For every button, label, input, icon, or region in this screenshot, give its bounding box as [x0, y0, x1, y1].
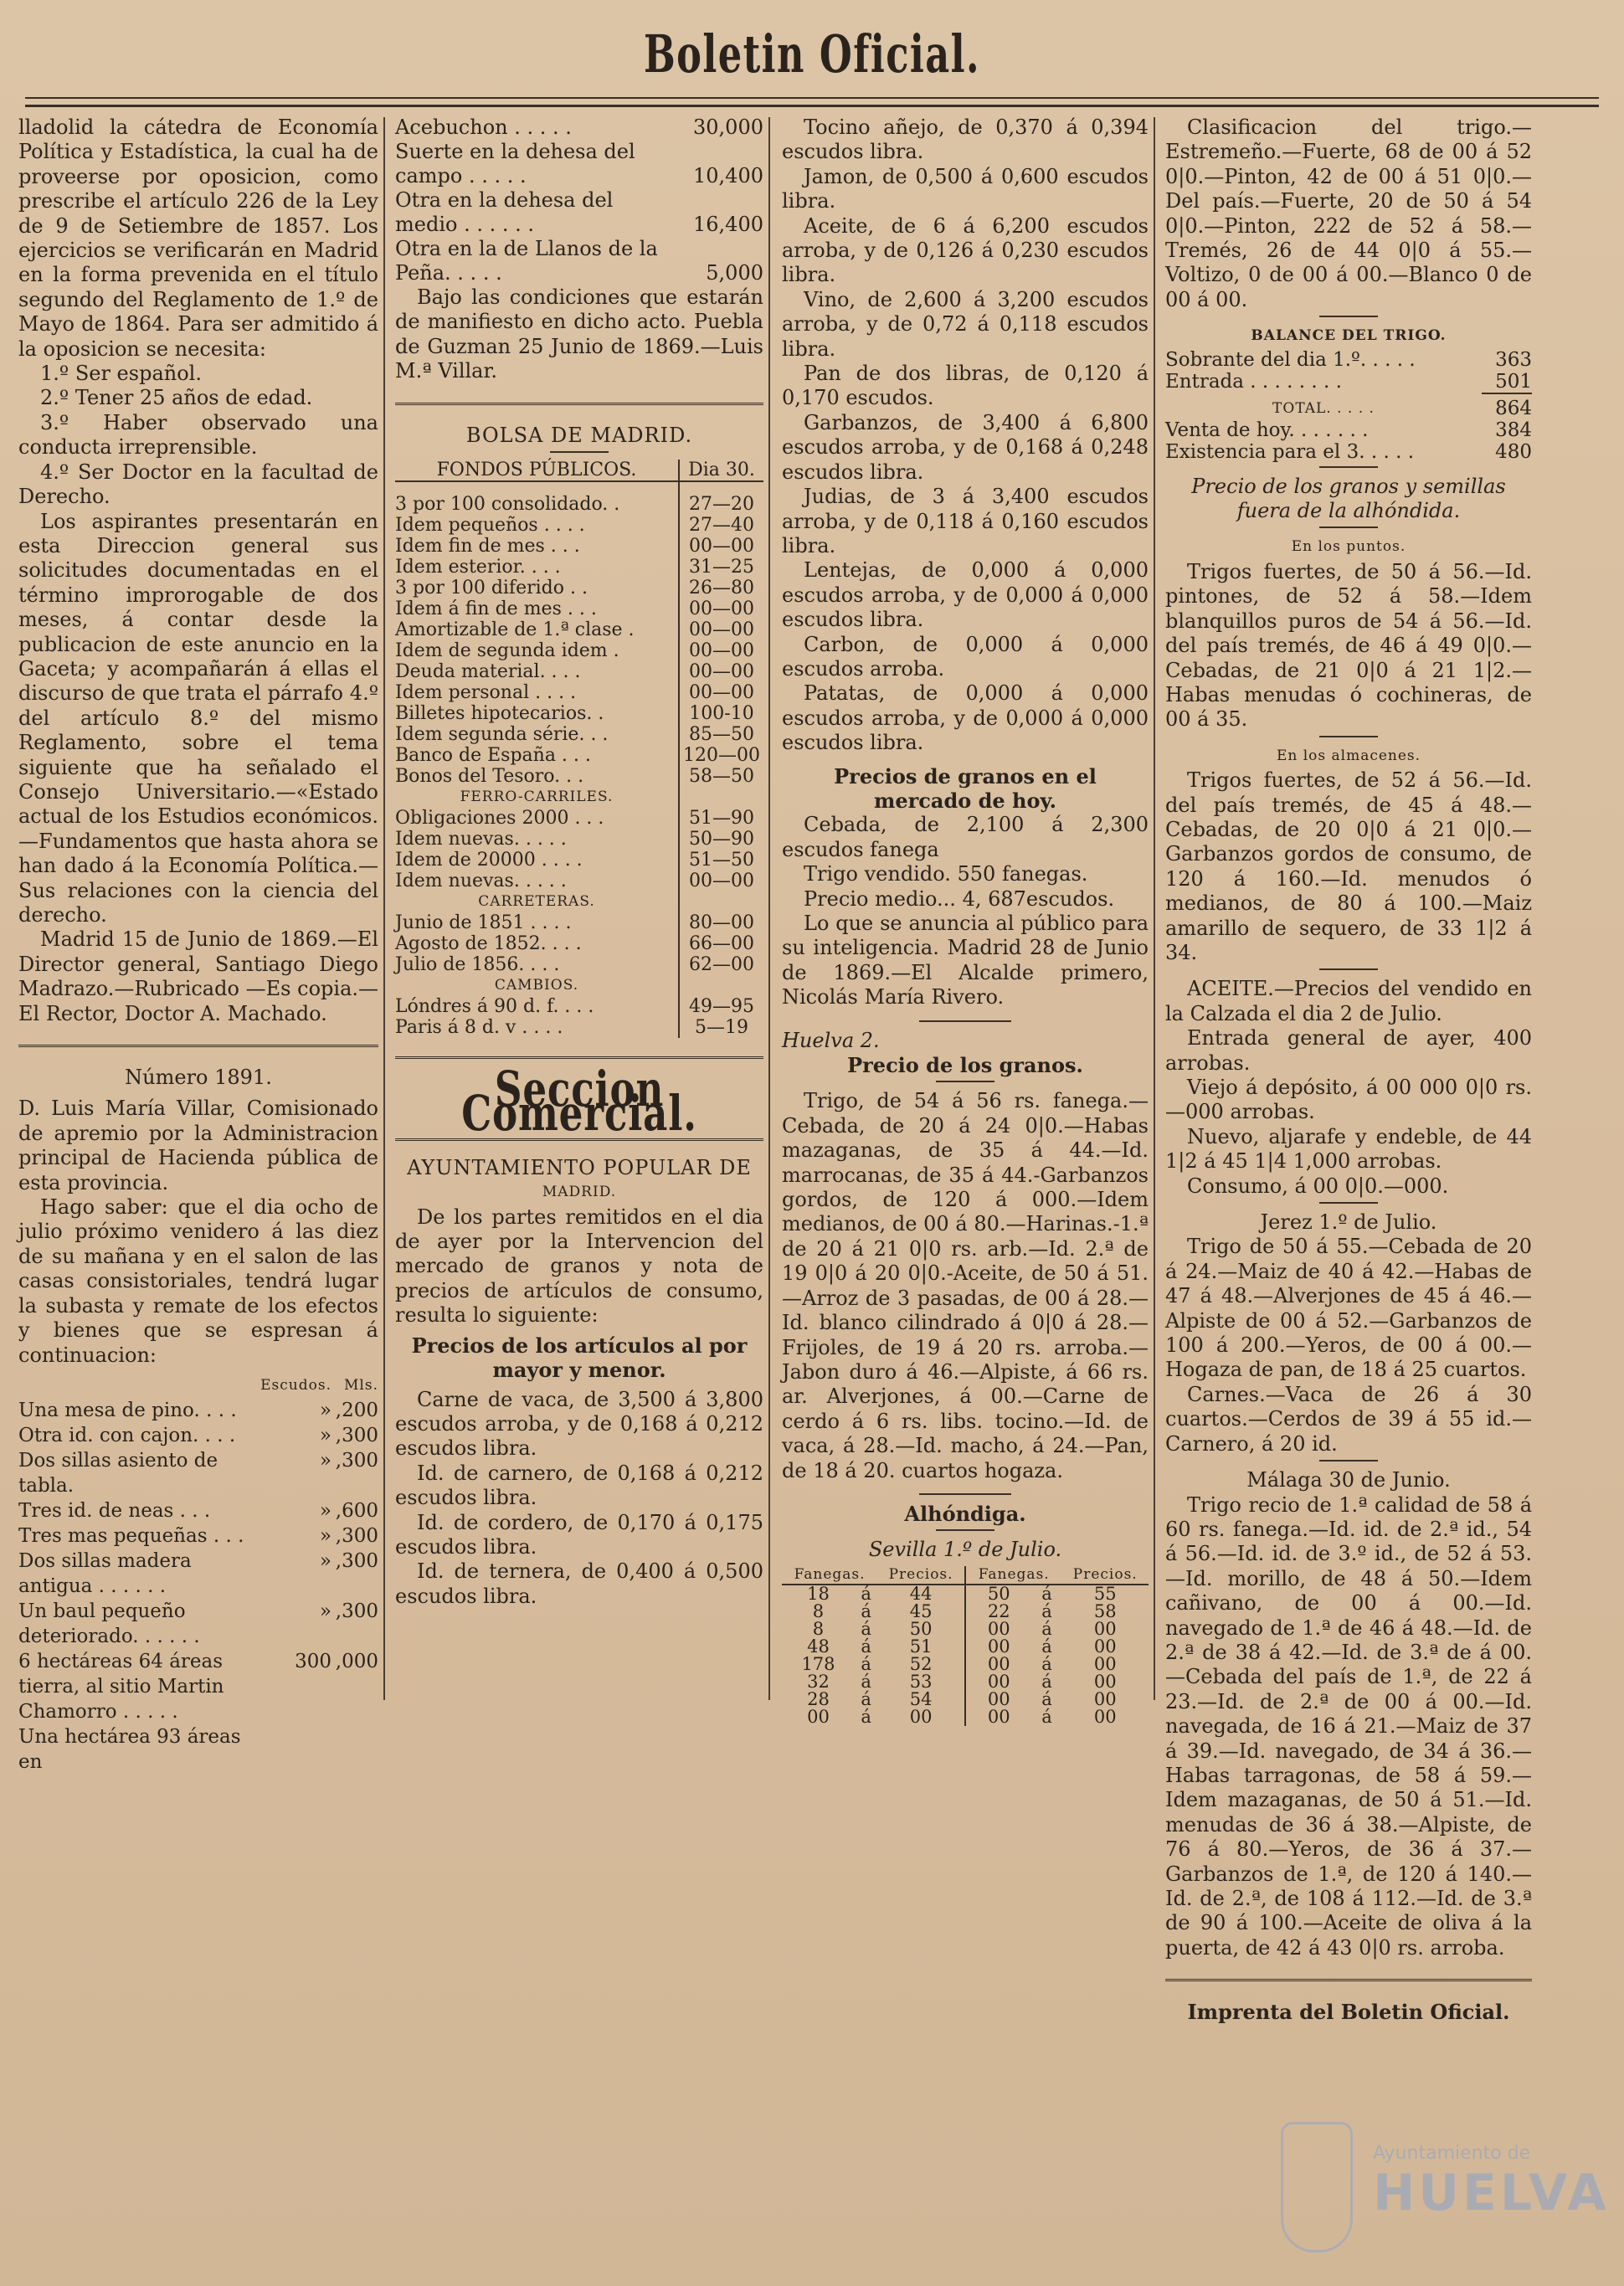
bolsa-value: 00—00 — [679, 661, 763, 682]
notice-number: Número 1891. — [125, 1066, 272, 1090]
paragraph: Consumo, á 00 0|0.—000. — [1187, 1174, 1449, 1198]
property-table — [395, 116, 763, 285]
bolsa-row — [395, 703, 763, 724]
short-rule — [1319, 1460, 1378, 1461]
balance-label: Entrada . . . . . . . . — [1165, 370, 1342, 393]
bolsa-table — [395, 460, 763, 1038]
alhondiga-cell: á — [1041, 1653, 1052, 1674]
carreteras-header: CARRETERAS. — [478, 893, 595, 911]
bolsa-label: Obligaciones 2000 . . . — [395, 808, 604, 830]
paragraph: Trigo recio de 1.ª calidad de 58 á 60 rs. fanega.—Id. id. de 2.ª id., 54 á 56.—Id. id. de 3.º id., de 52 á 53.—Id. morillo, de 48 á 50.—Idem cañivano, de 00 á 00.—Id. navegado de 1.ª de 46 á 48.—Id. de 2.ª de 38 á 42.—Id. de 3.ª de á 00.—Cebada del país de 1.ª, de 22 á 23.—Id. de 2.ª de 00 á 00.—Id. navegada, de 16 á 21.—Maiz de 37 á 39.—Id. navegado, de 34 á 36.—Habas tarragonas, de 58 á 59.—Idem mazaganas, de 50 á 51.—Id. menudas de 36 á 38.—Alpiste, de 76 á 80.—Yeros, de 36 á 37.—Garbanzos de 1.ª, de 120 á 140.—Id. de 2.ª, de 108 á 112.—Id. de 3.ª de 90 á 100.—Aceite de oliva á la puerta, de 42 á 43 0|0 rs. arroba. — [1165, 1492, 1532, 1960]
item-name: Una mesa de pino. . . . — [18, 1399, 237, 1421]
alhondiga-row — [782, 1691, 1149, 1708]
property-row — [395, 237, 763, 285]
bolsa-value: 66—00 — [679, 933, 763, 954]
bolsa-row — [395, 766, 763, 787]
alhondiga-cell: 00 — [1093, 1618, 1117, 1639]
alhondiga-cell: 28 — [807, 1688, 830, 1709]
price-item: Id. de cordero, de 0,170 á 0,175 escudos libra. — [395, 1510, 763, 1559]
masthead: Boletin Oficial. — [643, 23, 981, 85]
price-item: Jamon, de 0,500 á 0,600 escudos libra. — [782, 164, 1149, 213]
alhondiga-cell: 00 — [965, 1708, 1032, 1726]
bolsa-row — [395, 724, 763, 745]
column-1 — [18, 116, 378, 1775]
price-item: Lentejas, de 0,000 á 0,000 escudos arroba, y de 0,000 á 0,000 escudos libra. — [782, 558, 1149, 632]
alhondiga-row — [782, 1638, 1149, 1656]
bolsa-label: Idem segunda série. . . — [395, 724, 609, 746]
short-rule — [1319, 527, 1378, 528]
bolsa-value: 49—95 — [679, 996, 763, 1017]
item-escudos: » — [319, 1549, 331, 1572]
bolsa-label: 3 por 100 consolidado. . — [395, 494, 620, 516]
dia-header: Dia 30. — [679, 460, 763, 481]
bolsa-value: 00—00 — [679, 682, 763, 703]
bolsa-row — [395, 661, 763, 682]
alhondiga-cell: 22 — [965, 1603, 1032, 1621]
alhondiga-title: Alhóndiga. — [904, 1501, 1026, 1526]
alhondiga-cell: 00 — [807, 1706, 830, 1727]
bolsa-label: Idem nuevas. . . . . — [395, 829, 567, 850]
bolsa-row — [395, 557, 763, 578]
alhondiga-row — [782, 1585, 1149, 1603]
bolsa-label: Deuda material. . . . — [395, 661, 581, 683]
bolsa-label: Billetes hipotecarios. . — [395, 703, 604, 725]
item-name: Tres id. de neas . . . — [18, 1499, 211, 1522]
property-value: 16,400 — [693, 213, 763, 236]
bolsa-value: 27—40 — [679, 515, 763, 536]
ferro-header: FERRO-CARRILES. — [460, 789, 614, 806]
column-divider — [383, 117, 385, 1700]
alhondiga-cell: á — [861, 1653, 871, 1674]
property-value: 30,000 — [693, 116, 763, 139]
alhondiga-cell: 178 — [801, 1653, 835, 1674]
auction-row — [18, 1448, 378, 1498]
alhondiga-cell: 55 — [1093, 1583, 1117, 1604]
bolsa-label: Idem fin de mes . . . — [395, 536, 580, 557]
bolsa-value: 50—90 — [679, 829, 763, 850]
bolsa-row — [395, 912, 763, 933]
paragraph: lladolid la cátedra de Economía Política y Estadística, la cual ha de proveerse por oposicion, como prescribe el artículo 226 de la Ley de 9 de Setiembre de 1857. Los ejercicios se verificarán en Madrid en la forma prevenida en el título segundo del Reglamento de 1.º de Mayo de 1864. Para ser admitido á la oposicion se necesita: — [18, 116, 378, 361]
paragraph: ACEITE.—Precios del vendido en la Calzada el dia 2 de Julio. — [1165, 977, 1532, 1025]
property-name: Otra en la de Llanos de la Peña. . . . . — [395, 237, 658, 285]
alhondiga-cell: 48 — [807, 1636, 830, 1657]
paragraph: De los partes remitidos en el dia de ayer por la Intervencion del mercado de granos y nota de precios de artículos de consumo, resulta lo siguiente: — [395, 1205, 763, 1328]
alhondiga-cell: 00 — [1093, 1653, 1117, 1674]
bolsa-row — [395, 619, 763, 640]
price-item: Id. de carnero, de 0,168 á 0,212 escudos libra. — [395, 1461, 763, 1510]
alhondiga-row — [782, 1656, 1149, 1673]
paragraph: Clasificacion del trigo.—Estremeño.—Fuerte, 68 de 00 á 52 0|0.—Pinton, 42 de 00 á 51 0|0.—Del país.—Fuerte, 20 de 50 á 54 0|0.—Pinton, 222 de 52 á 58.—Tremés, 26 de 44 0|0 á 55.—Voltizo, 0 de 00 á 00.—Blanco 0 de 00 á 00. — [1165, 116, 1532, 311]
bolsa-row — [395, 640, 763, 661]
property-row — [395, 188, 763, 237]
header-mls: Mls. — [344, 1376, 378, 1394]
alhondiga-cell: 00 — [1093, 1671, 1117, 1692]
bolsa-value: 80—00 — [679, 912, 763, 933]
alhondiga-row — [782, 1673, 1149, 1691]
alhondiga-cell: á — [1041, 1636, 1052, 1657]
section-rule — [395, 403, 763, 405]
price-item: Garbanzos, de 3,400 á 6,800 escudos arroba, y de 0,168 á 0,248 escudos libra. — [782, 410, 1149, 484]
item-escudos: » — [319, 1449, 331, 1472]
paragraph: Los aspirantes presentarán en esta Direccion general sus solicitudes documentadas en el término improrogable de dos meses, á contar desde la publicacion de este anuncio en la Gaceta; y acompañarán á ellas el discurso de que trata el párrafo 4.º del artículo 8.º del mismo Reglamento, sobre el tema siguiente que ha señalado el Consejo Universitario.—«Estado actual de los Estudios económicos.—Fundamentos que hasta ahora se han dado á la Economía Política.—Sus relaciones con la ciencia del derecho. — [18, 509, 378, 927]
alhondiga-cell: 44 — [909, 1583, 933, 1604]
bolsa-value: 120—00 — [679, 745, 763, 766]
property-value: 5,000 — [706, 261, 763, 285]
bolsa-label: 3 por 100 diferido . . — [395, 578, 588, 599]
bolsa-label: Idem de segunda idem . — [395, 640, 619, 662]
price-item: Vino, de 2,600 á 3,200 escudos arroba, y de 0,72 á 0,118 escudos libra. — [782, 287, 1149, 361]
short-rule — [1319, 316, 1378, 317]
bolsa-label: Idem personal . . . . — [395, 682, 577, 704]
bolsa-row — [395, 494, 763, 515]
item-escudos: » — [319, 1499, 331, 1522]
alhondiga-cell: 18 — [807, 1583, 830, 1604]
item-mls — [331, 1724, 378, 1775]
price-item: Cebada, de 2,100 á 2,300 escudos fanega — [782, 813, 1149, 861]
bolsa-row — [395, 598, 763, 619]
price-item: Carne de vaca, de 3,500 á 3,800 escudos arroba, y de 0,168 á 0,212 escudos libra. — [395, 1387, 763, 1461]
short-rule — [1319, 466, 1378, 468]
alhondiga-cell: 00 — [1093, 1688, 1117, 1709]
paragraph: Entrada general de ayer, 400 arrobas. — [1165, 1026, 1532, 1075]
bolsa-value: 51—90 — [679, 808, 763, 829]
property-row — [395, 116, 763, 140]
bolsa-row — [395, 578, 763, 598]
auction-row — [18, 1398, 378, 1423]
bolsa-value: 5—19 — [679, 1017, 763, 1038]
item-escudos: » — [319, 1600, 331, 1622]
item-mls: ,300 — [335, 1424, 378, 1446]
paragraph: Carnes.—Vaca de 26 á 30 cuartos.—Cerdos de 39 á 55 id.—Carnero, á 20 id. — [1165, 1382, 1532, 1456]
price-item: Pan de dos libras, de 0,120 á 0,170 escudos. — [782, 362, 1149, 410]
alhondiga-cell: á — [1041, 1600, 1052, 1621]
paragraph: Trigos fuertes, de 50 á 56.—Id. pintones, de 52 á 58.—Idem blanquillos puros de 54 á 56.—Id. del país tremés, de 46 á 49 0|0.—Cebadas, de 21 0|0 á 21 1|2.—Habas menudas ó cochineras, de 00 á 35. — [1165, 559, 1532, 732]
alhondiga-cell: 00 — [965, 1638, 1032, 1656]
column-4 — [1165, 116, 1532, 2025]
price-item: Id. de ternera, de 0,400 á 0,500 escudos libra. — [395, 1559, 763, 1608]
paragraph: Lo que se anuncia al público para su inteligencia. Madrid 28 de Junio de 1869.—El Alcalde primero, Nicolás María Rivero. — [782, 912, 1149, 1009]
alhondiga-cell: 58 — [1093, 1600, 1117, 1621]
paragraph: Bajo las condiciones que estarán de manifiesto en dicho acto. Puebla de Guzman 25 Junio de 1869.—Luis M.ª Villar. — [395, 285, 763, 383]
bolsa-label: Junio de 1851 . . . . — [395, 912, 572, 934]
alhondiga-cell: á — [861, 1636, 871, 1657]
balance-row — [1165, 349, 1532, 371]
alhondiga-cell: á — [1041, 1706, 1052, 1727]
property-row — [395, 140, 763, 188]
jerez-dateline: Jerez 1.º de Julio. — [1260, 1210, 1437, 1235]
alhondiga-cell: á — [1041, 1618, 1052, 1639]
item-mls: ,300 — [335, 1549, 378, 1572]
th-fanegas: Fanegas. — [965, 1566, 1062, 1585]
bolsa-label: Idem pequeños . . . . — [395, 515, 585, 537]
bolsa-row — [395, 808, 763, 829]
bolsa-row — [395, 933, 763, 954]
item-name: Otra id. con cajon. . . . — [18, 1424, 236, 1446]
short-rule — [919, 1493, 1011, 1495]
bolsa-label: Idem á fin de mes . . . — [395, 598, 597, 620]
bolsa-value: 62—00 — [679, 954, 763, 975]
bolsa-row — [395, 829, 763, 850]
short-rule — [1319, 968, 1378, 970]
alhondiga-cell: 00 — [965, 1673, 1032, 1691]
alhondiga-cell: 45 — [909, 1600, 933, 1621]
item-mls: ,300 — [335, 1600, 378, 1622]
item-escudos: 300 — [295, 1650, 331, 1672]
paragraph: Trigo de 50 á 55.—Cebada de 20 á 24.—Maiz de 40 á 42.—Habas de 47 á 48.—Alverjones de 45 á 46.—Alpiste de 00 á 52.—Garbanzos de 100 á 200.—Yeros, de 00 á 00.—Hogaza de pan, de 18 á 25 cuartos. — [1165, 1235, 1532, 1382]
paragraph: Trigos fuertes, de 52 á 56.—Id. del país tremés, de 45 á 48.—Cebadas, de 20 0|0 á 21 0|0.—Garbanzos gordos de consumo, de 120 á 160.—Id. menudos ó medianos, de 80 á 100.—Maiz amarillo de sequero, de 33 1|2 á 34. — [1165, 768, 1532, 964]
auction-row — [18, 1498, 378, 1523]
auction-row — [18, 1549, 378, 1599]
alhondiga-cell: 32 — [807, 1671, 830, 1692]
item-mls: ,300 — [335, 1524, 378, 1547]
alhondiga-cell: 50 — [909, 1618, 933, 1639]
column-divider — [768, 117, 770, 1700]
bolsa-label: Idem esterior. . . . — [395, 557, 561, 578]
bolsa-value: 00—00 — [679, 871, 763, 891]
alhondiga-cell: 52 — [909, 1653, 933, 1674]
auction-row — [18, 1724, 378, 1775]
alhondiga-cell: 51 — [909, 1636, 933, 1657]
item-name: Dos sillas asiento de tabla. — [18, 1449, 218, 1497]
total-label: TOTAL. . . . . — [1272, 399, 1375, 417]
th-fanegas: Fanegas. — [794, 1565, 866, 1583]
item-escudos: » — [319, 1524, 331, 1547]
short-rule — [1319, 1202, 1378, 1204]
short-rule — [919, 1020, 1011, 1022]
section-rule — [395, 1056, 763, 1059]
alhondiga-cell: 00 — [1093, 1636, 1117, 1657]
alhondiga-row — [782, 1603, 1149, 1621]
subheading: En los almacenes. — [1276, 747, 1421, 764]
bolsa-row — [395, 1017, 763, 1038]
bolsa-label: Agosto de 1852. . . . — [395, 933, 582, 955]
city-seal-icon — [1281, 2122, 1353, 2253]
column-3 — [782, 116, 1149, 1726]
balance-table — [1165, 349, 1532, 463]
header-escudos: Escudos. — [260, 1376, 331, 1394]
watermark-line1: Ayuntamiento de — [1373, 2143, 1531, 2164]
alhondiga-cell: á — [1041, 1583, 1052, 1604]
bolsa-row — [395, 996, 763, 1017]
price-item: Tocino añejo, de 0,370 á 0,394 escudos libra. — [782, 116, 1149, 164]
item-mls: ,600 — [335, 1499, 378, 1522]
granos-header: Precio de los granos. — [847, 1053, 1083, 1078]
bolsa-row — [395, 536, 763, 557]
alhondiga-cell: 00 — [965, 1656, 1032, 1673]
paragraph: Viejo á depósito, á 00 000 0|0 rs.—000 arrobas. — [1165, 1076, 1532, 1124]
alhondiga-cell: 00 — [965, 1691, 1032, 1708]
ayuntamiento-title: AYUNTAMIENTO POPULAR DE — [407, 1155, 752, 1179]
property-name: Suerte en la dehesa del campo . . . . . — [395, 140, 635, 188]
item-mls: ,300 — [335, 1449, 378, 1472]
bolsa-row — [395, 515, 763, 536]
bolsa-value: 00—00 — [679, 598, 763, 619]
balance-row — [1165, 419, 1532, 441]
bolsa-value: 58—50 — [679, 766, 763, 787]
precio-fuera-title: Precio de los granos y semillas fuera de la alhóndida. — [1191, 474, 1506, 523]
alhondiga-cell: 00 — [1093, 1706, 1117, 1727]
item-name: Una hectárea 93 áreas en — [18, 1725, 241, 1773]
bolsa-value: 51—50 — [679, 850, 763, 871]
alhondiga-cell: á — [861, 1706, 871, 1727]
alhondiga-cell: 54 — [909, 1688, 933, 1709]
total-value: 864 — [1495, 397, 1532, 419]
huelva-dateline: Huelva 2. — [782, 1028, 880, 1052]
item-name: Dos sillas madera antigua . . . . . . — [18, 1549, 192, 1597]
item-escudos — [260, 1724, 331, 1775]
price-item: Carbon, de 0,000 á 0,000 escudos arroba. — [782, 632, 1149, 681]
section-rule — [1165, 1979, 1532, 1981]
sevilla-dateline: Sevilla 1.º de Julio. — [868, 1538, 1062, 1562]
balance-value: 384 — [1495, 419, 1532, 441]
alhondiga-cell: á — [861, 1618, 871, 1639]
bolsa-label: Amortizable de 1.ª clase . — [395, 619, 635, 641]
price-item: Aceite, de 6 á 6,200 escudos arroba, y de 0,126 á 0,230 escudos libra. — [782, 213, 1149, 287]
th-precios: Precios. — [888, 1565, 953, 1583]
imprenta-footer: Imprenta del Boletin Oficial. — [1187, 2000, 1510, 2025]
bolsa-value: 00—00 — [679, 619, 763, 640]
item-mls: ,000 — [335, 1650, 378, 1672]
bolsa-row — [395, 850, 763, 871]
bolsa-value: 31—25 — [679, 557, 763, 578]
bolsa-value: 00—00 — [679, 640, 763, 661]
item-escudos: » — [319, 1424, 331, 1446]
requirement: 4.º Ser Doctor en la facultad de Derecho. — [18, 460, 378, 509]
short-rule — [1319, 736, 1378, 737]
bolsa-value: 26—80 — [679, 578, 763, 598]
bolsa-row — [395, 954, 763, 975]
alhondiga-cell: 53 — [909, 1671, 933, 1692]
alhondiga-cell: 00 — [909, 1706, 933, 1727]
auction-row — [18, 1423, 378, 1448]
short-rule — [550, 451, 609, 453]
bolsa-label: Idem de 20000 . . . . — [395, 850, 583, 871]
bolsa-label: Banco de España . . . — [395, 745, 591, 767]
price-item: Trigo vendido. 550 fanegas. — [804, 862, 1088, 886]
watermark-line2: HUELVA — [1373, 2164, 1610, 2222]
balance-value: 501 — [1495, 370, 1532, 393]
item-name: Tres mas pequeñas . . . — [18, 1524, 244, 1547]
auction-row — [18, 1649, 378, 1724]
alhondiga-cell: 00 — [965, 1621, 1032, 1638]
balance-label: Sobrante del dia 1.º. . . . . — [1165, 348, 1416, 371]
alhondiga-cell: 8 — [812, 1618, 825, 1639]
item-name: 6 hectáreas 64 áreas tierra, al sitio Martin Chamorro . . . . . — [18, 1650, 224, 1723]
alhondiga-cell: á — [861, 1671, 871, 1692]
alhondiga-row — [782, 1708, 1149, 1726]
balance-value: 363 — [1495, 348, 1532, 371]
fondos-header: FONDOS PÚBLICOS. — [436, 460, 637, 481]
paragraph: Nuevo, aljarafe y endeble, de 44 1|2 á 45 1|4 1,000 arrobas. — [1165, 1124, 1532, 1174]
bolsa-value: 27—20 — [679, 494, 763, 515]
balance-label: Venta de hoy. . . . . . . — [1165, 419, 1369, 441]
mercado-header: Precios de granos en el mercado de hoy. — [834, 763, 1097, 813]
bolsa-row — [395, 682, 763, 703]
bolsa-row — [395, 871, 763, 891]
balance-row — [1165, 441, 1532, 463]
price-item: Patatas, de 0,000 á 0,000 escudos arroba, y de 0,000 á 0,000 escudos libra. — [782, 681, 1149, 755]
malaga-dateline: Málaga 30 de Junio. — [1246, 1468, 1451, 1492]
paragraph: Hago saber: que el dia ocho de julio próximo venidero á las diez de su mañana y en el salon de las casas consistoriales, tendrá lugar la subasta y remate de los efectos y bienes que se espresan á continuacion: — [18, 1195, 378, 1367]
bolsa-value: 00—00 — [679, 536, 763, 557]
alhondiga-row — [782, 1621, 1149, 1638]
bolsa-title: BOLSA DE MADRID. — [465, 423, 693, 447]
alhondiga-table — [782, 1566, 1149, 1726]
column-2 — [395, 116, 763, 1609]
bolsa-label: Bonos del Tesoro. . . — [395, 766, 584, 788]
property-value: 10,400 — [693, 164, 763, 188]
item-name: Un baul pequeño deteriorado. . . . . . — [18, 1600, 200, 1647]
cambios-header: CAMBIOS. — [494, 977, 579, 994]
watermark — [1373, 2143, 1610, 2222]
madrid-label: MADRID. — [542, 1184, 617, 1201]
bolsa-label: Paris á 8 d. v . . . . — [395, 1017, 563, 1039]
bolsa-label: Julio de 1856. . . . — [395, 954, 560, 976]
price-item: Judias, de 3 á 3,400 escudos arroba, y de 0,118 á 0,160 escudos libra. — [782, 485, 1149, 557]
property-name: Otra en la dehesa del medio . . . . . . — [395, 188, 614, 236]
short-rule — [936, 1529, 994, 1531]
alhondiga-cell: á — [861, 1583, 871, 1604]
bolsa-value: 85—50 — [679, 724, 763, 745]
seccion-comercial-title: Seccion Comercial. — [461, 1061, 697, 1143]
balance-value: 480 — [1495, 440, 1532, 463]
alhondiga-cell: 8 — [812, 1600, 825, 1621]
auction-row — [18, 1523, 378, 1549]
masthead-rule — [25, 97, 1599, 107]
subheading: En los puntos. — [1291, 538, 1406, 556]
property-name: Acebuchon . . . . . — [395, 116, 572, 139]
balance-label: Existencia para el 3. . . . . — [1165, 440, 1415, 463]
section-rule — [18, 1045, 378, 1047]
requirement: 3.º Haber observado una conducta irreprensible. — [18, 410, 378, 460]
alhondiga-cell: á — [861, 1600, 871, 1621]
bolsa-row — [395, 745, 763, 766]
precios-header: Precios de los artículos al por mayor y menor. — [411, 1333, 748, 1383]
short-rule — [936, 1081, 994, 1082]
requirement: 1.º Ser español. — [40, 362, 202, 386]
alhondiga-cell: á — [861, 1688, 871, 1709]
price-item: Precio medio... 4, 687escudos. — [804, 886, 1115, 911]
alhondiga-cell: á — [1041, 1688, 1052, 1709]
th-precios: Precios. — [1072, 1565, 1138, 1583]
balance-row — [1165, 371, 1532, 393]
paragraph: Trigo, de 54 á 56 rs. fanega.—Cebada, de 20 á 24 0|0.—Habas mazaganas, de 35 á 44.—Id. marrocanas, de 35 á 44.-Garbanzos gordos, de 120 á 000.—Idem medianos, de 00 á 80.—Harinas.-1.ª de 20 á 21 0|0 rs. arb.—Id. 2.ª de 19 0|0 á 20 0|0.-Aceite, de 50 á 51.—Arroz de 3 pasadas, de 00 á 28.—Id. blanco cilindrado á 0|0 á 28.—Frijoles, de 19 á 20 rs. arroba.—Jabon duro á 46.—Alpiste, á 66 rs. ar. Alverjones, á 00.—Carne de cerdo á 6 rs. libs. tocino.—Id. de vaca, á 28.—Id. macho, á 24.—Pan, de 18 á 20. cuartos hogaza. — [782, 1089, 1149, 1482]
bolsa-label: Idem nuevas. . . . . — [395, 871, 567, 892]
item-mls: ,200 — [335, 1399, 378, 1421]
bolsa-value: 100-10 — [679, 703, 763, 724]
bolsa-label: Lóndres á 90 d. f. . . . — [395, 996, 594, 1018]
column-divider — [1154, 117, 1155, 1700]
alhondiga-cell: 50 — [965, 1585, 1032, 1603]
balance-title: BALANCE DEL TRIGO. — [1251, 327, 1447, 345]
item-escudos: » — [319, 1399, 331, 1421]
signature-paragraph: Madrid 15 de Junio de 1869.—El Director general, Santiago Diego Madrazo.—Rubricado —Es copia.—El Rector, Doctor A. Machado. — [18, 927, 378, 1025]
paragraph: D. Luis María Villar, Comisionado de apremio por la Administracion principal de Hacienda pública de esta provincia. — [18, 1097, 378, 1194]
auction-row — [18, 1599, 378, 1649]
auction-table — [18, 1373, 378, 1775]
requirement: 2.º Tener 25 años de edad. — [40, 386, 313, 410]
alhondiga-cell: á — [1041, 1671, 1052, 1692]
